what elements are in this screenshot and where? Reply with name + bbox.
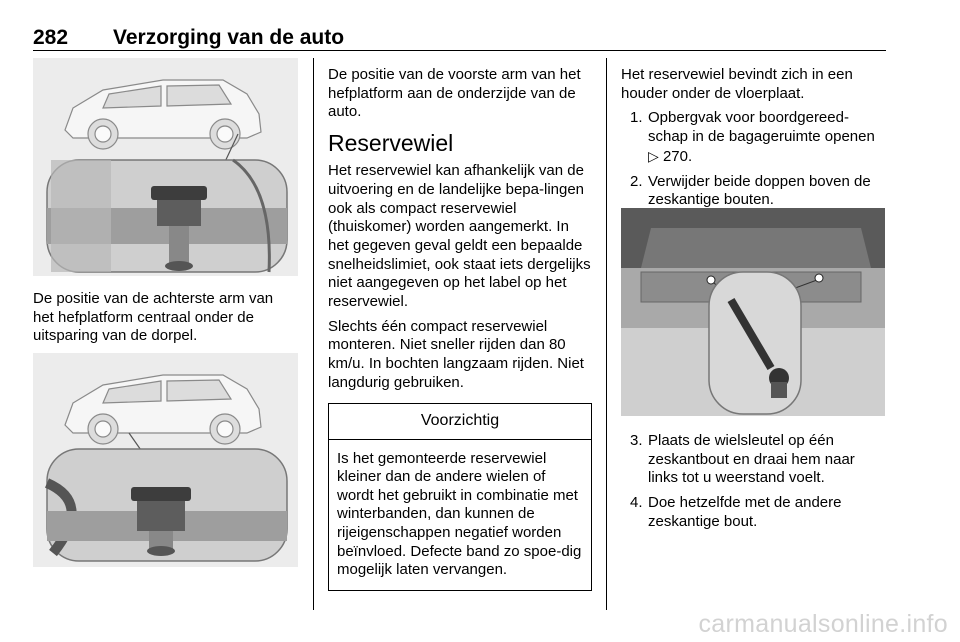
lift-arm-detail	[47, 160, 287, 272]
watermark: carmanualsonline.info	[698, 610, 948, 638]
caption-rear-lift-point: De positie van de achterste arm van het hefplatform centraal onder de uitsparing van de dorpel.	[33, 290, 274, 345]
figure-rear-lift-point	[33, 58, 298, 276]
spare-wheel-paragraph: Het reservewiel kan afhankelijk van de uitvoering en de landelijke bepa-lingen ook als compact reservewiel (thuiskomer) worden aangemerkt. In het gegeven geval geldt een bepaalde snelheidslimiet, ook staat iets dergelijks niet aangegeven op het label op het reservewiel.	[328, 162, 591, 311]
steps-list-2	[621, 432, 887, 532]
page-title: Verzorging van de auto	[113, 26, 345, 49]
list-item: 4. Doe hetzelfde met de andere zeskantige bout.	[630, 494, 842, 530]
page-reference: 270.	[662, 147, 693, 165]
column-right-lower	[621, 432, 887, 538]
column-middle	[328, 66, 592, 591]
section-title-spare-wheel: Reservewiel	[328, 130, 454, 157]
list-item: 2. Verwijder beide doppen boven de zeskantige bouten.	[630, 172, 871, 209]
figure-front-lift-point	[33, 353, 298, 567]
list-item: 1. Opbergvak voor boordgereed-schap in de bagageruimte openen ▷ 270.	[630, 109, 875, 165]
column-left	[33, 290, 298, 352]
column-divider	[313, 58, 314, 610]
caution-text: Is het gemonteerde reservewiel kleiner dan de andere wielen of wordt het gebruikt in combinatie met winterbanden, dan kunnen de rijeigenschappen negatief worden beïnvloed. Defecte band zo spoe-dig mogelijk laten vervangen.	[337, 449, 582, 579]
figure-boot-floor-caps	[621, 208, 885, 416]
column-divider	[606, 58, 607, 610]
steps-list-1	[621, 109, 887, 210]
lift-arm-detail	[47, 449, 287, 561]
arrow-right-icon: ▷	[648, 147, 659, 164]
caution-box	[328, 403, 592, 591]
page-header	[33, 26, 886, 51]
caution-title: Voorzichtig	[329, 404, 591, 440]
wrench-detail	[709, 272, 801, 414]
column-right	[621, 66, 887, 216]
compact-spare-paragraph: Slechts één compact reservewiel monteren. Niet sneller rijden dan 80 km/u. In bochten langzaam rijden. Niet langdurig gebruiken.	[328, 317, 584, 391]
spare-wheel-location-text: Het reservewiel bevindt zich in een houder onder de vloerplaat.	[621, 66, 853, 102]
page-number: 282	[33, 26, 69, 49]
front-lift-point-text: De positie van de voorste arm van het hefplatform aan de onderzijde van de auto.	[328, 66, 581, 121]
list-item: 3. Plaats de wielsleutel op één zeskantbout en draai hem naar links tot u weerstand voelt.	[630, 432, 855, 487]
